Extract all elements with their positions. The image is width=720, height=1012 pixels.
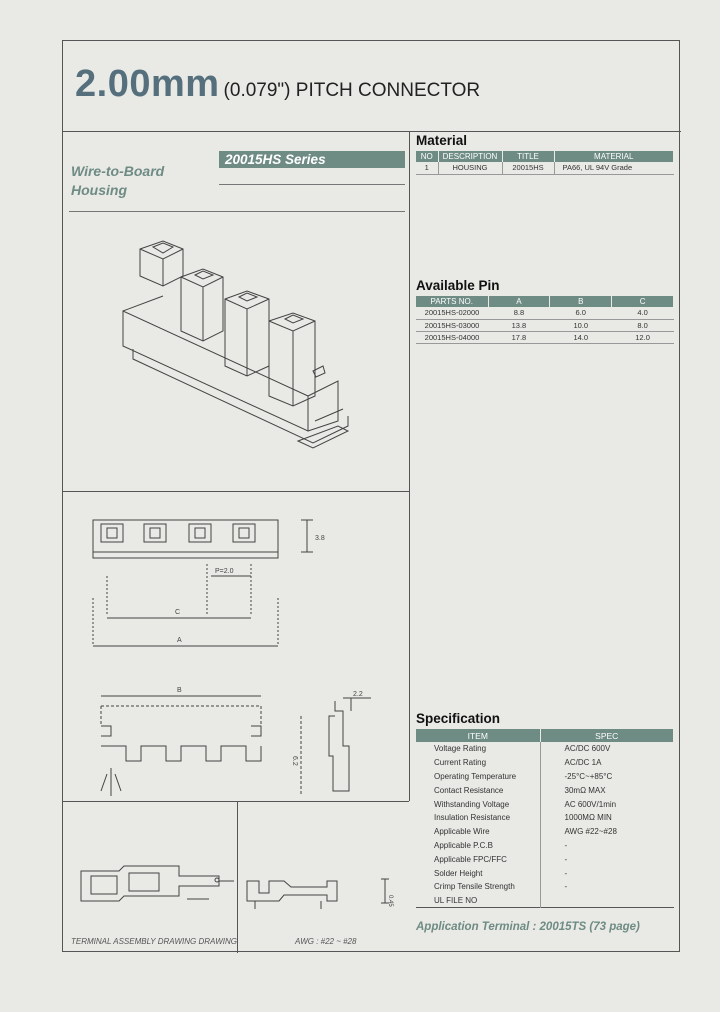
table-row	[416, 825, 674, 839]
spec-value: 30mΩ MAX	[564, 785, 606, 795]
dimension-drawing	[71, 506, 403, 796]
title-divider	[63, 131, 681, 132]
material-col-title: TITLE	[502, 151, 554, 162]
spec-value: -	[564, 882, 568, 892]
series-underline	[219, 184, 405, 185]
dim-thickness: 0.45	[387, 895, 393, 907]
spec-value: -	[564, 868, 568, 878]
spec-value: -	[564, 840, 568, 850]
material-col-no: NO	[416, 151, 438, 162]
pin-col-a: A	[488, 296, 550, 307]
awg-caption: AWG : #22 ~ #28	[295, 937, 357, 946]
material-title: Material	[416, 133, 468, 148]
available-pin-title: Available Pin	[416, 278, 500, 293]
spec-value: -25°C~+85°C	[564, 771, 613, 781]
dim-a: A	[177, 637, 182, 644]
table-row	[416, 797, 674, 811]
specification-title: Specification	[416, 711, 501, 726]
spec-item: Applicable Wire	[416, 825, 540, 839]
table-row	[416, 756, 674, 770]
table-row	[416, 742, 674, 756]
table-row: 1 HOUSING 20015HS PA66, UL 94V Grade	[416, 162, 674, 174]
specification-table	[416, 729, 674, 908]
spec-col-item: ITEM	[416, 729, 540, 742]
material-col-description: DESCRIPTION	[438, 151, 502, 162]
pin-col-c: C	[612, 296, 674, 307]
spec-item: Applicable P.C.B	[416, 839, 540, 853]
datasheet-page	[62, 40, 680, 952]
available-pin-table	[416, 296, 674, 344]
material-col-material: MATERIAL	[554, 151, 674, 162]
spec-value: 1000MΩ MIN	[564, 813, 612, 823]
spec-item: UL FILE NO	[416, 894, 540, 908]
spec-item: Contact Resistance	[416, 783, 540, 797]
spec-item: Crimp Tensile Strength	[416, 880, 540, 894]
isometric-housing-drawing	[103, 231, 363, 481]
drawing-divider	[63, 801, 409, 802]
spec-col-spec: SPEC	[540, 729, 674, 742]
spec-item: Solder Height	[416, 866, 540, 880]
dim-top: 2.2	[353, 691, 363, 698]
spec-item: Withstanding Voltage	[416, 797, 540, 811]
spec-item: Current Rating	[416, 756, 540, 770]
spec-value: AC 600V/1min	[564, 799, 617, 809]
spec-item: Operating Temperature	[416, 770, 540, 784]
page-title	[75, 63, 480, 106]
spec-item: Insulation Resistance	[416, 811, 540, 825]
product-type-line1: Wire-to-Board	[71, 163, 165, 179]
table-row	[416, 811, 674, 825]
assembly-caption: TERMINAL ASSEMBLY DRAWING DRAWING	[71, 937, 237, 946]
table-row	[416, 894, 674, 908]
dim-pitch: P=2.0	[215, 568, 234, 575]
terminal-assembly-drawing	[69, 821, 405, 931]
pin-col-parts: PARTS NO.	[416, 296, 488, 307]
dim-b: B	[177, 687, 182, 694]
series-label: 20015HS Series	[219, 151, 405, 168]
iso-view-divider	[63, 491, 409, 492]
spec-item: Applicable FPC/FFC	[416, 852, 540, 866]
table-row	[416, 880, 674, 894]
dim-c: C	[175, 609, 181, 616]
pitch-description: (0.079") PITCH CONNECTOR	[223, 80, 481, 101]
spec-value: AC/DC 600V	[564, 744, 611, 754]
table-row: 20015HS-03000 13.8 10.0 8.0	[416, 319, 674, 331]
table-row: 20015HS-04000 17.8 14.0 12.0	[416, 331, 674, 343]
dim-side: 6.2	[291, 756, 298, 766]
pin-col-b: B	[550, 296, 612, 307]
spec-value: -	[564, 854, 568, 864]
table-row: 20015HS-02000 8.8 6.0 4.0	[416, 307, 674, 319]
product-type-line2: Housing	[71, 182, 127, 198]
center-divider	[409, 131, 410, 801]
table-row	[416, 839, 674, 853]
material-table	[416, 151, 674, 175]
spec-item: Voltage Rating	[416, 742, 540, 756]
spec-value	[540, 894, 674, 908]
table-row	[416, 770, 674, 784]
dim-height: 3.8	[315, 535, 325, 542]
table-row	[416, 852, 674, 866]
spec-value: AC/DC 1A	[564, 758, 602, 768]
type-underline	[69, 211, 405, 212]
product-type	[71, 162, 164, 200]
spec-value: AWG #22~#28	[564, 827, 617, 837]
table-row	[416, 783, 674, 797]
table-row	[416, 866, 674, 880]
application-terminal: Application Terminal : 20015TS (73 page)	[416, 921, 640, 933]
pitch-size: 2.00mm	[75, 63, 220, 105]
